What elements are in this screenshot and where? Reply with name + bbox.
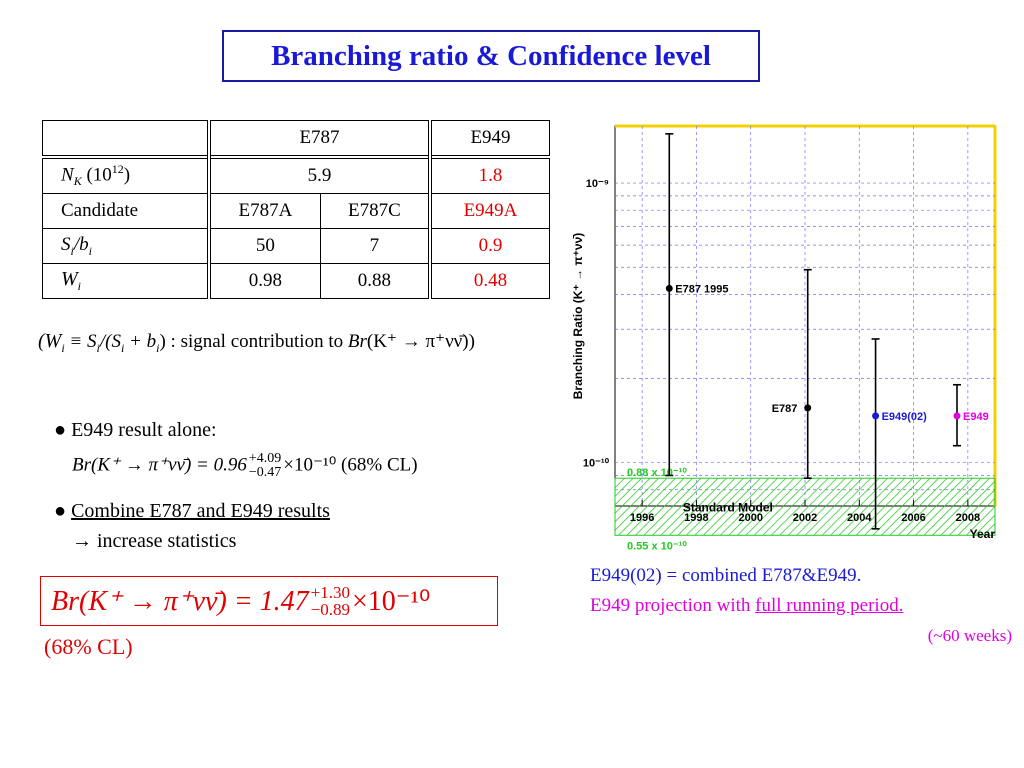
e949-alone-errors [249, 452, 281, 480]
e949-alone-up: +4.09 [248, 451, 282, 466]
title-text: Branching ratio & Confidence level [271, 39, 711, 72]
bullet-combine-dot: ● [54, 500, 67, 522]
note-projection-underlined: full running period. [755, 595, 904, 616]
label-nk-close: ) [123, 164, 131, 186]
x-tick-label: 2006 [901, 512, 926, 524]
result-down: −0.89 [310, 600, 351, 619]
label-nk [43, 157, 210, 194]
page-title [222, 30, 760, 82]
def-b: + b [129, 331, 157, 352]
label-candidate: Candidate [43, 194, 210, 229]
cell-w-e949: 0.48 [430, 264, 550, 299]
result-exp: ×10⁻¹⁰ [352, 586, 431, 617]
x-axis-label: Year [969, 527, 995, 541]
def-br: Br [347, 331, 367, 352]
def-text: : signal contribution to [170, 331, 344, 352]
y-tick-label: 10⁻⁹ [585, 178, 609, 191]
point-label: E949(02) [881, 410, 927, 423]
branching-ratio-chart [560, 118, 1000, 550]
header-e787: E787 [209, 121, 430, 158]
cell-candidate-e949: E949A [430, 194, 550, 229]
x-tick-label: 2008 [955, 512, 981, 524]
label-nk-sub: K [73, 174, 82, 189]
cell-sb-e787a: 50 [209, 229, 320, 264]
cell-candidate-e787c: E787C [320, 194, 430, 229]
label-w [43, 264, 210, 299]
note-weeks: (~60 weeks) [927, 626, 1012, 645]
table-corner-cell [43, 121, 210, 158]
x-tick-label: 2000 [738, 512, 763, 524]
result-value: Br(K⁺ → π⁺νν̄) = 1.47 [51, 586, 309, 617]
x-tick-label: 1996 [629, 512, 655, 524]
label-nk-main: N [61, 164, 74, 186]
data-point [804, 404, 811, 411]
label-w-main: W [61, 268, 78, 291]
result-errors [311, 584, 350, 618]
point-label: E787 [771, 402, 798, 415]
bullet-e949-alone: ● E949 result alone: [54, 419, 217, 441]
label-sb-sub: i [70, 243, 74, 258]
standard-model-band [615, 478, 995, 535]
header-e949: E949 [430, 121, 550, 158]
cell-sb-e949: 0.9 [430, 229, 550, 264]
def-frac: /(S [99, 331, 121, 352]
def-close: ) [159, 331, 166, 352]
data-point [666, 285, 673, 292]
band-low-label: 0.55 x 10⁻¹⁰ [627, 540, 687, 550]
label-nk-unit: (10 [86, 164, 112, 186]
combined-result-box [40, 576, 498, 626]
band-high-label: 0.88 x 10⁻¹⁰ [627, 467, 687, 480]
result-up: +1.30 [310, 583, 351, 602]
label-sb [43, 229, 210, 264]
x-tick-label: 1998 [684, 512, 709, 524]
note-projection [590, 595, 903, 617]
label-sb-b: /b [73, 233, 89, 255]
cell-nk-e949: 1.8 [430, 157, 550, 194]
table-row-nk [43, 157, 550, 194]
parameter-table [42, 120, 550, 299]
note-projection-text: E949 projection with [590, 595, 751, 616]
result-cl: (68% CL) [44, 634, 133, 659]
def-w: (W [38, 330, 62, 352]
x-tick-label: 2002 [792, 512, 818, 524]
cell-candidate-e787a: E787A [209, 194, 320, 229]
e949-alone-exp: ×10⁻¹⁰ (68% CL) [283, 454, 418, 476]
note-combined: E949(02) = combined E787&E949. [590, 565, 862, 586]
data-point [872, 412, 879, 419]
def-process: (K⁺ → π⁺νν̄)) [366, 331, 475, 352]
band-label: Standard Model [682, 500, 773, 515]
e949-alone-formula [72, 452, 418, 480]
label-nk-exp: 12 [111, 162, 124, 177]
data-point [954, 412, 961, 419]
table-row-sb [43, 229, 550, 264]
y-tick-label: 10⁻¹⁰ [582, 457, 609, 470]
label-sb-sub2: i [88, 243, 92, 258]
table-row-w [43, 264, 550, 299]
label-sb-s: S [61, 233, 71, 255]
cell-nk-e787: 5.9 [209, 157, 430, 194]
cell-w-e787a: 0.98 [209, 264, 320, 299]
cell-w-e787c: 0.88 [320, 264, 430, 299]
e949-alone-down: −0.47 [248, 465, 282, 480]
x-tick-label: 2004 [847, 512, 872, 524]
weight-definition: ($W_i \equiv S_i/(S_i + b_i)$ : signal contribution to Br(K⁺ → π⁺νν̄)) [38, 330, 475, 355]
point-label: E787 1995 [675, 283, 729, 296]
bullet-combine [54, 500, 330, 523]
point-label: E949 [963, 410, 989, 423]
def-s: ≡ S [69, 331, 97, 352]
y-axis-label: Branching Ratio (K⁺ → π⁺νν̄) [571, 232, 585, 400]
e949-alone-value: Br(K⁺ → π⁺νν̄) = 0.96 [72, 454, 247, 476]
bullet-combine-sub: → increase statistics [72, 530, 237, 552]
table-header-row [43, 121, 550, 158]
table-row-candidate [43, 194, 550, 229]
bullet-combine-text: Combine E787 and E949 results [71, 500, 330, 522]
cell-sb-e787c: 7 [320, 229, 430, 264]
label-w-sub: i [77, 278, 82, 293]
